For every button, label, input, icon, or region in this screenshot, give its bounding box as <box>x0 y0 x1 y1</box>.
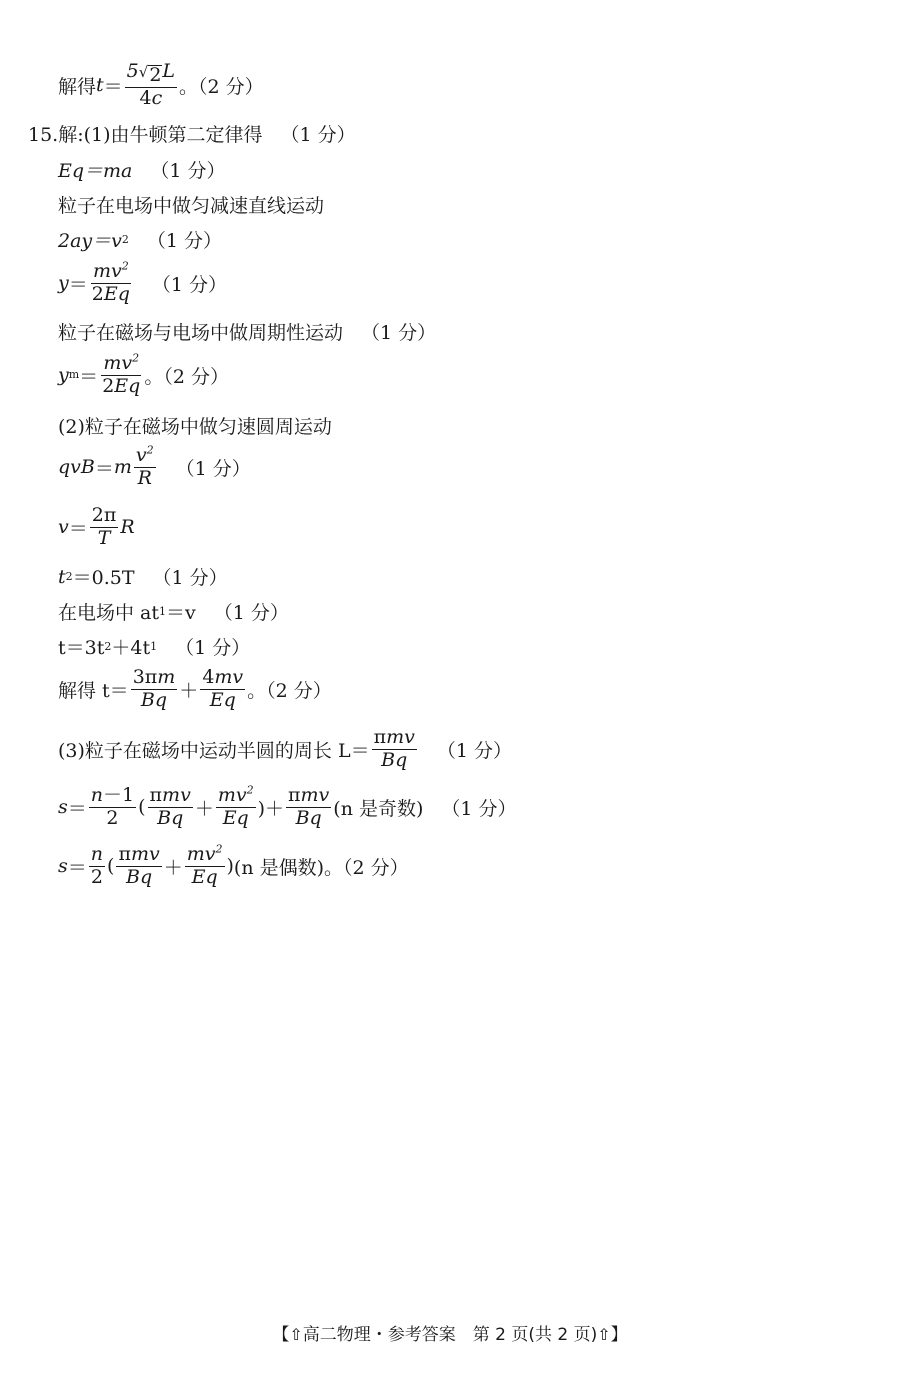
text: (n 是偶数) <box>233 856 325 879</box>
line-part2 <box>58 412 332 439</box>
score: （1 分） <box>436 739 512 762</box>
text: 解得 t＝ <box>58 679 129 702</box>
fraction: $\frac{mv^2}{Eq}$ <box>217 783 254 829</box>
line-t-sum: t＝3t 2 ＋4t 1 （1 分） <box>58 633 250 660</box>
question-15-heading <box>28 120 356 147</box>
text: (3)粒子在磁场中运动半圆的周长 L＝ <box>58 739 370 762</box>
math: t <box>96 74 104 97</box>
fraction: $\frac{2\pi}{T}$ <box>91 504 117 549</box>
line-at1: 在电场中 at 1 ＝v （1 分） <box>58 598 289 625</box>
text: (2)粒子在磁场中做匀速圆周运动 <box>58 416 332 438</box>
score: （1 分） <box>175 637 251 659</box>
score: （1 分） <box>150 160 226 182</box>
page-footer <box>0 1320 900 1345</box>
line-ym: y m ＝ $\frac{mv^2}{2Eq}$ 。（2 分） <box>58 351 229 397</box>
text: 解得 <box>58 75 97 98</box>
math: ＝v <box>166 602 196 624</box>
answer-line-t: 解得 t ＝ 5 √ 2 L 4c 。（2 分） <box>58 60 264 109</box>
score: 。（2 分） <box>144 365 229 388</box>
math: 2ay＝v <box>58 230 122 252</box>
line-periodic <box>58 318 436 345</box>
fraction: $\frac{mv^2}{2Eq}$ <box>102 351 141 397</box>
score: （1 分） <box>213 602 289 624</box>
fraction: $\frac{n-1}{2}$ <box>90 784 135 829</box>
score: （1 分） <box>151 273 228 296</box>
fraction: $\frac{\text{πmv}}{Bq}$ <box>373 726 415 771</box>
score: （1 分） <box>152 567 228 589</box>
text: 在电场中 at <box>58 602 160 624</box>
fraction: $\frac{v^2}{R}$ <box>135 443 154 489</box>
fraction: $\frac{mv^2}{Eq}$ <box>186 842 223 888</box>
fraction: $\frac{3\pi m}{Bq}$ <box>132 666 176 711</box>
math: Eq＝ma <box>58 160 133 182</box>
footer-text: 高二物理・参考答案 第 2 页(共 2 页) <box>302 1325 598 1345</box>
score: （1 分） <box>441 797 517 820</box>
text: (n 是奇数) <box>333 797 424 820</box>
math: t <box>58 565 66 588</box>
math: ＝0.5T <box>72 567 135 589</box>
text: 15.解:(1)由牛顿第二定律得 <box>28 124 263 146</box>
score: （1 分） <box>280 124 356 146</box>
bracket: 】 <box>610 1325 628 1345</box>
math: ＋4t <box>111 637 151 659</box>
line-decel <box>58 191 324 218</box>
math: t＝3t <box>58 637 105 659</box>
line-v: v ＝ $\frac{2\pi}{T}$ R <box>58 504 135 549</box>
bracket: 【 <box>272 1325 290 1345</box>
score: （1 分） <box>175 457 251 480</box>
text: 粒子在电场中做匀减速直线运动 <box>58 195 325 217</box>
fraction: $\frac{4mv}{Eq}$ <box>202 666 244 711</box>
line-eq-ma <box>58 156 226 183</box>
line-2ay: 2ay＝v 2 （1 分） <box>58 226 222 253</box>
line-y: y ＝ $\frac{mv^2}{2Eq}$ （1 分） <box>58 259 228 305</box>
up-arrow-icon: ⇧ <box>597 1325 611 1344</box>
score: （1 分） <box>361 322 437 344</box>
fraction: $\frac{mv^2}{2Eq}$ <box>91 259 130 305</box>
fraction: 5 √ 2 L 4c <box>126 60 176 109</box>
text: 粒子在磁场与电场中做周期性运动 <box>58 322 344 344</box>
fraction: $\frac{\text{πmv}}{Bq}$ <box>149 784 191 829</box>
fraction: $\frac{n}{2}$ <box>90 843 104 888</box>
line-part3 <box>58 728 512 771</box>
score: （1 分） <box>146 230 223 252</box>
line-t2: t 2 ＝0.5T （1 分） <box>58 563 228 590</box>
line-s-even: s ＝ $\frac{n}{2}$ ( $\frac{\text{πmv}}{Bq}$ ＋ $\frac{mv^2}{Eq}$ ) (n 是偶数) 。（2 分） <box>58 842 409 888</box>
score: 。（2 分） <box>247 679 332 702</box>
line-s-odd: s ＝ $\frac{n-1}{2}$ ( $\frac{\text{πmv}}{Bq}$ ＋ $\frac{mv^2}{Eq}$ )＋ $\frac{\text{πmv}}{Bq}$ (n 是奇数) （1 分） <box>58 783 517 829</box>
score: 。（2 分） <box>324 856 409 879</box>
score: 。（2 分） <box>179 75 264 98</box>
up-arrow-icon: ⇧ <box>289 1325 303 1344</box>
fraction: $\frac{\text{πmv}}{Bq}$ <box>118 843 160 888</box>
line-qvb: qvB ＝ m $\frac{v^2}{R}$ （1 分） <box>58 443 251 489</box>
fraction: $\frac{\text{πmv}}{Bq}$ <box>288 784 330 829</box>
line-t-result: 解得 t＝ $\frac{3\pi m}{Bq}$ ＋ $\frac{4mv}{Eq}$ 。（2 分） <box>58 666 332 711</box>
